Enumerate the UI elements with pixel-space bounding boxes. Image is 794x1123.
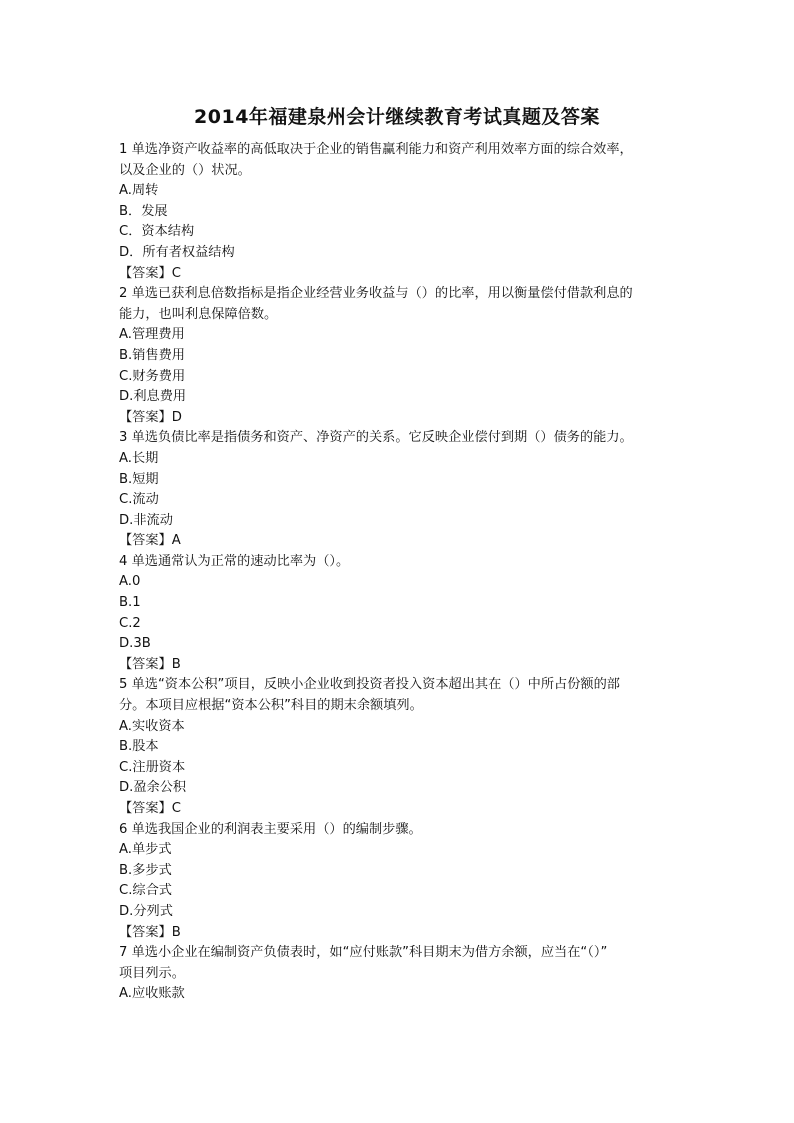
question-3 [119,428,679,552]
option-b: B．发展 [119,203,168,219]
question-stem-continued: 项目列示。 [119,965,185,981]
question-7 [119,943,679,1005]
question-stem: 7 单选小企业在编制资产负债表时，如“应付账款”科目期末为借方余额，应当在“（）” [119,945,608,961]
question-stem: 6 单选我国企业的利润表主要采用（）的编制步骤。 [119,821,422,837]
answer: 【答案】B [119,924,181,940]
option-c: C.综合式 [119,883,172,899]
option-d: D.利息费用 [119,389,187,405]
question-4 [119,552,679,676]
option-a: A.单步式 [119,842,172,858]
option-c: C.财务费用 [119,368,186,384]
option-d: D.3B [119,636,151,652]
option-a: A.管理费用 [119,327,185,343]
option-c: C.流动 [119,492,159,508]
answer: 【答案】D [119,409,182,425]
option-b: B.股本 [119,739,159,755]
option-a: A.应收账款 [119,986,185,1002]
answer: 【答案】B [119,656,181,672]
question-6 [119,820,679,944]
question-stem: 3 单选负债比率是指债务和资产、净资产的关系。它反映企业偿付到期（）债务的能力。 [119,430,633,446]
answer: 【答案】C [119,265,181,281]
question-1 [119,140,679,284]
document-title: 2014年福建泉州会计继续教育考试真题及答案 [194,106,600,128]
question-stem-continued: 分。本项目应根据“资本公积”科目的期末余额填列。 [119,698,423,714]
option-b: B.多步式 [119,862,172,878]
question-2 [119,284,679,428]
question-stem: 1 单选净资产收益率的高低取决于企业的销售赢利能力和资产利用效率方面的综合效率， [119,142,633,157]
question-stem: 4 单选通常认为正常的速动比率为（）。 [119,553,350,569]
option-c: C.2 [119,615,141,631]
question-stem: 5 单选“资本公积”项目，反映小企业收到投资者投入资本超出其在（）中所占份额的部 [119,677,620,693]
option-a: A.0 [119,574,141,590]
option-d: D.分列式 [119,903,173,919]
option-b: B.短期 [119,471,159,487]
answer: 【答案】A [119,533,181,549]
question-stem: 2 单选已获利息倍数指标是指企业经营业务收益与（）的比率，用以衡量偿付借款利息的 [119,286,633,302]
question-5 [119,675,679,819]
question-stem-continued: 能力，也叫利息保障倍数。 [119,306,278,322]
option-c: C.注册资本 [119,759,186,775]
option-b: B.1 [119,595,141,611]
question-list [119,140,679,1005]
answer: 【答案】C [119,801,181,816]
option-b: B.销售费用 [119,347,185,363]
option-d: D.非流动 [119,512,173,528]
option-d: D．所有者权益结构 [119,244,235,260]
question-stem-continued: 以及企业的（）状况。 [119,162,251,178]
option-d: D.盈余公积 [119,780,187,796]
option-a: A.长期 [119,450,159,466]
option-c: C．资本结构 [119,224,195,240]
option-a: A.周转 [119,183,159,199]
option-a: A.实收资本 [119,718,185,734]
